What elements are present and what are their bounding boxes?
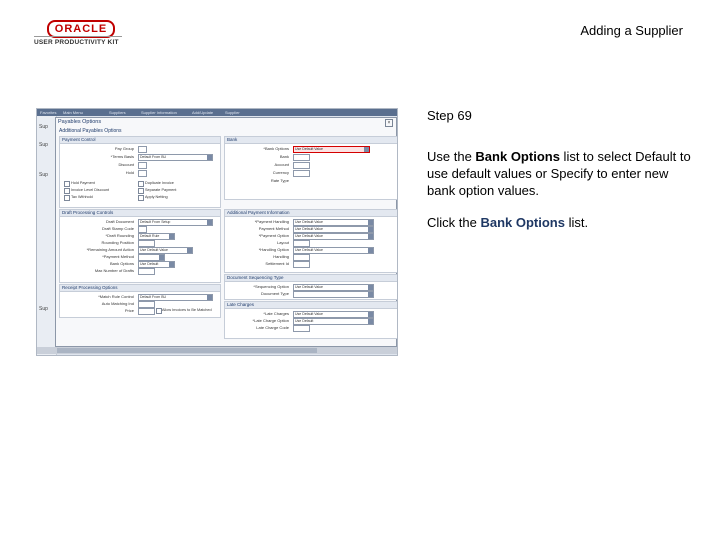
- section-header: Payment Control: [60, 137, 220, 144]
- section-header: Bank: [225, 137, 398, 144]
- draft-document-select[interactable]: Default From Setup: [138, 219, 213, 226]
- duplicate-invoice-checkbox[interactable]: [138, 181, 144, 187]
- document-type-select[interactable]: [293, 291, 374, 298]
- apply-netting-checkbox[interactable]: [138, 195, 144, 201]
- bank-label: Bank: [279, 154, 289, 159]
- menu-bar: [37, 109, 397, 116]
- payment-control-section: [59, 136, 221, 208]
- currency-label: Currency: [272, 170, 289, 175]
- rate-type-label: Rate Type: [270, 178, 289, 183]
- scroll-thumb[interactable]: [57, 348, 317, 353]
- checkbox-label: Separate Payment: [145, 188, 177, 192]
- draft-row-label: Bank Options: [109, 261, 134, 266]
- tax-withhold-checkbox[interactable]: [64, 195, 70, 201]
- separate-payment-checkbox[interactable]: [138, 188, 144, 194]
- account-field[interactable]: [293, 162, 310, 169]
- menu-item-add-update[interactable]: Add/Update: [192, 110, 214, 115]
- pay-group-label: Pay Group: [114, 146, 134, 151]
- dialog-subtitle[interactable]: Additional Payables Options: [59, 128, 122, 134]
- auto-match-label: Auto Matching Ind: [101, 301, 134, 306]
- sequencing-option-label: *Sequencing Option: [253, 284, 289, 289]
- document-type-label: Document Type: [261, 291, 289, 296]
- rounding-position-field[interactable]: [138, 240, 155, 247]
- application-screenshot: [36, 108, 398, 356]
- late-row-label: *Late Charge Option: [252, 318, 289, 323]
- menu-item-supplier[interactable]: Supplier: [225, 110, 240, 115]
- discount-lookup[interactable]: [138, 162, 147, 169]
- draft-row-label: Draft Stamp Code: [101, 226, 134, 231]
- late-row-label: *Late Charges: [263, 311, 289, 316]
- section-header: Draft Processing Controls: [60, 210, 220, 217]
- match-rule-label: *Match Rule Control: [98, 294, 134, 299]
- sequencing-option-select[interactable]: Use Default Value: [293, 284, 374, 291]
- instruction-post: list to select Default to use default values or Specify to enter new bank option values.: [427, 149, 691, 198]
- currency-field[interactable]: [293, 170, 310, 177]
- draft-bank-options-select[interactable]: Use Default: [138, 261, 175, 268]
- hold-payment-checkbox[interactable]: [64, 181, 70, 187]
- left-pane-item: Sup: [39, 142, 48, 148]
- price-field[interactable]: [138, 308, 155, 315]
- payment-row-label: *Payment Handling: [254, 219, 289, 224]
- bank-field[interactable]: [293, 154, 310, 161]
- payables-options-dialog: [55, 117, 397, 347]
- payment-row-label: *Handling Option: [258, 247, 289, 252]
- draft-row-label: *Draft Rounding: [105, 233, 134, 238]
- invoice-level-discount-checkbox[interactable]: [64, 188, 70, 194]
- payment-option-select[interactable]: Use Default Value: [293, 233, 374, 240]
- click-pre: Click the: [427, 215, 481, 230]
- click-post: list.: [564, 215, 589, 230]
- price-label: Price: [124, 308, 134, 313]
- document-sequencing-section: [224, 274, 398, 300]
- dialog-title: Payables Options: [58, 119, 102, 125]
- draft-stamp-code-lookup[interactable]: [138, 226, 147, 233]
- checkbox-label: Hold Payment: [71, 181, 95, 185]
- bank-options-select[interactable]: Use Default Value: [293, 146, 370, 153]
- draft-rounding-select[interactable]: Default Rule: [138, 233, 175, 240]
- terms-basis-label: *Terms Basis: [110, 154, 134, 159]
- layout-field[interactable]: [293, 240, 310, 247]
- receipt-processing-section: [59, 284, 221, 318]
- payment-row-label: Payment Method: [258, 226, 289, 231]
- late-charges-select[interactable]: Use Default Value: [293, 311, 374, 318]
- left-pane: [37, 116, 57, 355]
- handling-field[interactable]: [293, 254, 310, 261]
- handling-option-select[interactable]: Use Default Value: [293, 247, 374, 254]
- section-header: Additional Payment Information: [225, 210, 398, 217]
- match-rule-select[interactable]: Default From BU: [138, 294, 213, 301]
- instruction-strong: Bank Options: [475, 149, 560, 164]
- payment-row-label: Handling: [273, 254, 289, 259]
- menu-item-suppliers[interactable]: Suppliers: [109, 110, 126, 115]
- terms-basis-select[interactable]: Default From BU: [138, 154, 213, 161]
- draft-processing-section: [59, 209, 221, 283]
- late-charge-code-field[interactable]: [293, 325, 310, 332]
- left-pane-item: Sup: [39, 306, 48, 312]
- payment-method-select[interactable]: Use Default Value: [293, 226, 374, 233]
- settlement-id-field[interactable]: [293, 261, 310, 268]
- step-number: Step 69: [427, 108, 472, 123]
- hold-label: Hold: [125, 170, 134, 175]
- section-header: Receipt Processing Options: [60, 285, 220, 292]
- brand-divider: [34, 36, 122, 37]
- draft-row-label: *Payment Method: [102, 254, 134, 259]
- close-icon[interactable]: ×: [385, 119, 393, 127]
- bank-section: [224, 136, 398, 200]
- auto-match-field[interactable]: [138, 301, 155, 308]
- late-row-label: Late Charge Code: [256, 325, 289, 330]
- discount-label: Discount: [118, 162, 134, 167]
- checkbox-label: Duplicate Invoice: [145, 181, 174, 185]
- payment-row-label: Layout: [276, 240, 289, 245]
- payment-row-label: Settlement Id: [265, 261, 289, 266]
- late-charge-option-select[interactable]: Use Default: [293, 318, 374, 325]
- instruction-text: [427, 148, 692, 199]
- click-target: Bank Options: [480, 215, 565, 230]
- payment-row-label: *Payment Option: [258, 233, 289, 238]
- payment-handling-select[interactable]: Use Default Value: [293, 219, 374, 226]
- checkbox-label: Apply Netting: [145, 195, 168, 199]
- click-instruction: [427, 215, 588, 230]
- late-charges-section: [224, 301, 398, 339]
- checkbox-label: Allow Invoices to Be Matched: [162, 308, 212, 312]
- left-pane-item: Sup: [39, 172, 48, 178]
- brand-subtitle: USER PRODUCTIVITY KIT: [34, 39, 119, 46]
- instruction-pre: Use the: [427, 149, 476, 164]
- menu-item-favorites[interactable]: Favorites: [40, 110, 57, 115]
- section-header: Late Charges: [225, 302, 398, 309]
- pay-group-lookup[interactable]: [138, 146, 147, 153]
- max-drafts-field[interactable]: [138, 268, 155, 275]
- section-header: Document Sequencing Type: [225, 275, 398, 282]
- draft-row-label: Max Number of Drafts: [94, 268, 134, 273]
- horizontal-scrollbar[interactable]: [37, 347, 397, 354]
- left-pane-item: Sup: [39, 124, 48, 130]
- checkbox-label: Invoice Level Discount: [71, 188, 109, 192]
- oracle-logo: ORACLE: [47, 20, 115, 38]
- remaining-amount-action-select[interactable]: Use Default Value: [138, 247, 193, 254]
- bank-options-label: *Bank Options: [263, 146, 289, 151]
- payment-method-select[interactable]: [138, 254, 165, 261]
- menu-item-supplier-information[interactable]: Supplier Information: [141, 110, 177, 115]
- draft-row-label: Draft Document: [105, 219, 134, 224]
- draft-row-label: Rounding Position: [101, 240, 134, 245]
- hold-lookup[interactable]: [138, 170, 147, 177]
- additional-payment-section: [224, 209, 398, 273]
- draft-row-label: *Remaining Amount Action: [86, 247, 134, 252]
- account-label: Account: [274, 162, 289, 167]
- checkbox-label: Tax Withhold: [71, 195, 93, 199]
- menu-item-main-menu[interactable]: Main Menu: [63, 110, 83, 115]
- page-title: Adding a Supplier: [580, 23, 683, 38]
